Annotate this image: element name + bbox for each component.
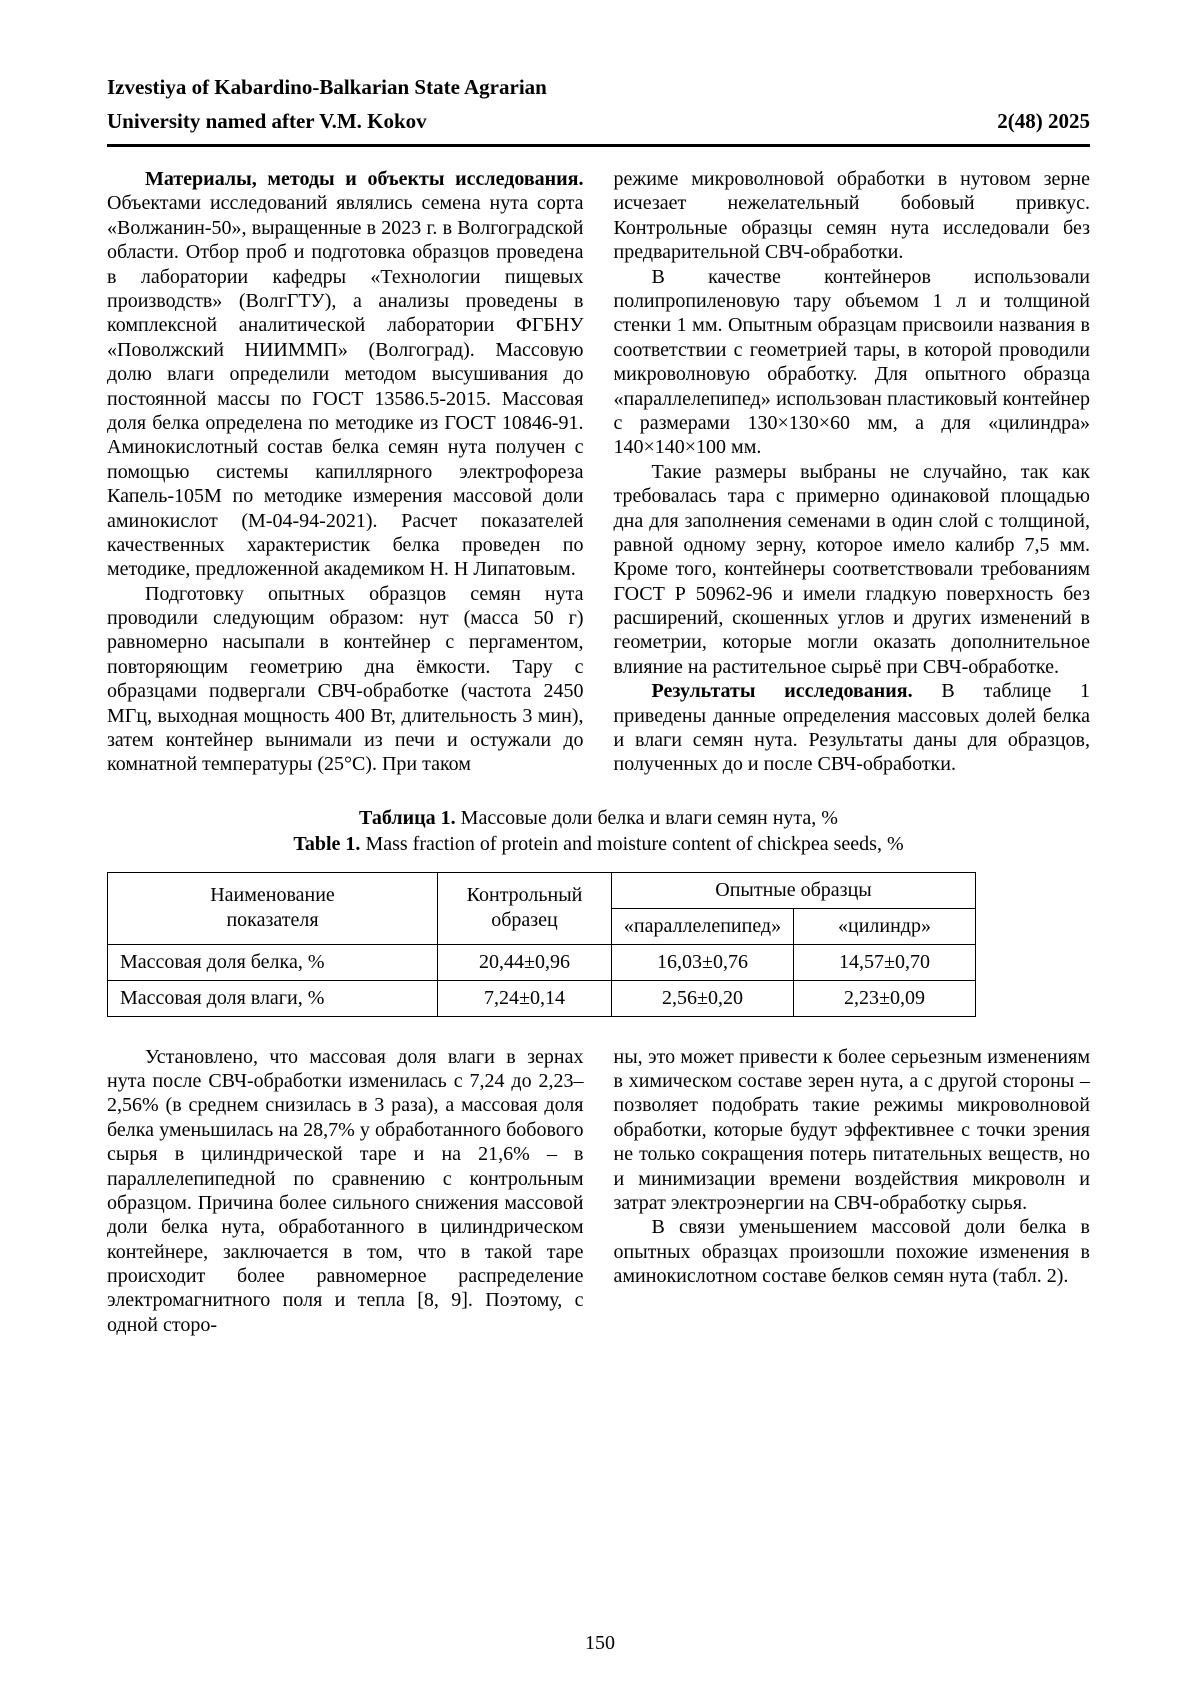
col-header-indicator: Наименование показателя: [108, 872, 438, 944]
paragraph-findings-continuation: ны, это может привести к более серьезным изменениям в химическом составе зерен нута, а с другой стороны – позволяет подобрать такие режимы микроволновой обработки, которые будут эффективнее с точки зрения не только сокращения потерь питательных веществ, но и минимизации времени воздействия микроволн и затрат электроэнергии на СВЧ-обработку сырья.: [613, 1045, 1090, 1214]
col-header-parallelepiped: «параллелепипед»: [612, 908, 794, 944]
table-caption-en: [107, 831, 1090, 857]
page-number: 150: [585, 1632, 615, 1654]
header-row2: [107, 104, 1090, 138]
row-protein-name: Массовая доля белка, %: [108, 944, 438, 980]
table-caption-en-label: Table 1.: [293, 833, 361, 856]
table-row-protein: [108, 944, 976, 980]
row-moisture-cylinder: 2,23±0,09: [794, 980, 976, 1016]
row-protein-cylinder: 14,57±0,70: [794, 944, 976, 980]
table-header-row-1: [108, 872, 976, 908]
paragraph-results-text: В таблице 1 приведены данные определения массовых долей белка и влаги семян нута. Результаты даны для образцов, полученных до и после СВЧ-обработки.: [613, 680, 1091, 776]
col-header-control: Контрольный образец: [438, 872, 612, 944]
paragraph-materials-lead: Материалы, методы и объекты исследования.: [145, 168, 584, 191]
journal-title-line2: University named after V.M. Kokov: [107, 109, 427, 134]
paragraph-dimensions: Такие размеры выбраны не случайно, так как требовалась тара с примерно одинаковой площадью дна для заполнения семенами в один слой с толщиной, равной одному зерну, которое имело калибр 7,5 мм. Кроме того, контейнеры соответствовали требованиям ГОСТ Р 50962-96 и имели гладкую поверхность без расширений, скошенных углов и других изменений в геометрии, которые могли оказать дополнительное влияние на растительное сырьё при СВЧ-обработке.: [613, 460, 1090, 678]
paragraph-amino-acids: В связи уменьшением массовой доли белка в опытных образцах произошли похожие изменения в аминокислотном составе белков семян нута (табл. 2).: [613, 1216, 1090, 1288]
table-caption: [107, 805, 1090, 858]
row-protein-parallelepiped: 16,03±0,76: [612, 944, 794, 980]
paragraph-containers: В качестве контейнеров использовали полипропиленовую тару объемом 1 л и толщиной стенки 1 мм. Опытным образцам присвоили названия в соответствии с геометрией тары, в которой проводили микроволновую обработку. Для опытного образца «параллелепипед» использован пластиковый контейнер с размерами 130×130×60 мм, а для «цилиндра» 140×140×100 мм.: [613, 265, 1090, 459]
row-moisture-parallelepiped: 2,56±0,20: [612, 980, 794, 1016]
column-left-bottom: [107, 1045, 584, 1338]
col-header-experimental-group: Опытные образцы: [612, 872, 976, 908]
column-right-top: [614, 167, 1091, 777]
table-caption-ru: [107, 805, 1090, 831]
col-header-cylinder: «цилиндр»: [794, 908, 976, 944]
row-moisture-control: 7,24±0,14: [438, 980, 612, 1016]
paragraph-results: [614, 679, 1091, 777]
body-columns-top: [107, 167, 1090, 777]
issue-number: 2(48) 2025: [997, 109, 1090, 134]
results-table-body: [108, 944, 976, 1016]
page-header: [107, 70, 1090, 147]
column-right-bottom: [614, 1045, 1091, 1338]
paragraph-regime-continuation: режиме микроволновой обработки в нутовом зерне исчезает нежелательный бобовый привкус. Контрольные образцы семян нута исследовали без предварительной СВЧ-обработки.: [613, 168, 1090, 264]
paragraph-results-lead: Результаты исследования.: [651, 680, 913, 703]
results-table: [107, 872, 976, 1017]
paragraph-findings: Установлено, что массовая доля влаги в зернах нута после СВЧ-обработки изменилась с 7,24 до 2,23–2,56% (в среднем снизилась в 3 раза), а массовая доля белка уменьшилась на 28,7% у обработанного бобового сырья в цилиндрической таре и на 21,6% – в параллелепипедной по сравнению с контрольным образцом. Причина более сильного снижения массовой доли белка нута, обработанного в цилиндрическом контейнере, заключается в том, что в такой таре происходит более равномерное распределение электромагнитного поля и тепла [8, 9]. Поэтому, с одной сторо-: [107, 1045, 584, 1336]
row-protein-control: 20,44±0,96: [438, 944, 612, 980]
journal-title-line1: Izvestiya of Kabardino-Balkarian State Agrarian: [107, 75, 547, 99]
table-caption-ru-text: Массовые доли белка и влаги семян нута, %: [460, 806, 838, 829]
table-caption-ru-label: Таблица 1.: [359, 806, 456, 829]
body-columns-bottom: [107, 1045, 1090, 1338]
row-moisture-name: Массовая доля влаги, %: [108, 980, 438, 1016]
paragraph-materials: [107, 167, 584, 582]
column-left-top: [107, 167, 584, 777]
table-row-moisture: [108, 980, 976, 1016]
paragraph-preparation: Подготовку опытных образцов семян нута проводили следующим образом: нут (масса 50 г) равномерно насыпали в контейнер с пергаментом, повторяющим геометрию дна ёмкости. Тару с образцами подвергали СВЧ-обработке (частота 2450 МГц, выходная мощность 400 Вт, длительность 3 мин), затем контейнер вынимали из печи и остужали до комнатной температуры (25°С). При таком: [107, 582, 584, 776]
results-table-head: [108, 872, 976, 944]
paragraph-materials-text: Объектами исследований являлись семена нута сорта «Волжанин-50», выращенные в 2023 г. в Волгоградской области. Отбор проб и подготовка образцов проведена в лаборатории кафедры «Технологии пищевых производств» (ВолгГТУ), а анализы проведены в комплексной аналитической лаборатории ФГБНУ «Поволжский НИИММП» (Волгоград). Массовую долю влаги определили методом высушивания до постоянной массы по ГОСТ 13586.5-2015. Массовая доля белка определена по методике из ГОСТ 10846-91. Аминокислотный состав белка семян нута получен с помощью системы капиллярного электрофореза Капель-105М по методике измерения массовой доли аминокислот (М-04-94-2021). Расчет показателей качественных характеристик белка проведен по методике, предложенной академиком Н. Н Липатовым.: [107, 192, 584, 581]
table-caption-en-text: Mass fraction of protein and moisture content of chickpea seeds, %: [365, 833, 904, 856]
